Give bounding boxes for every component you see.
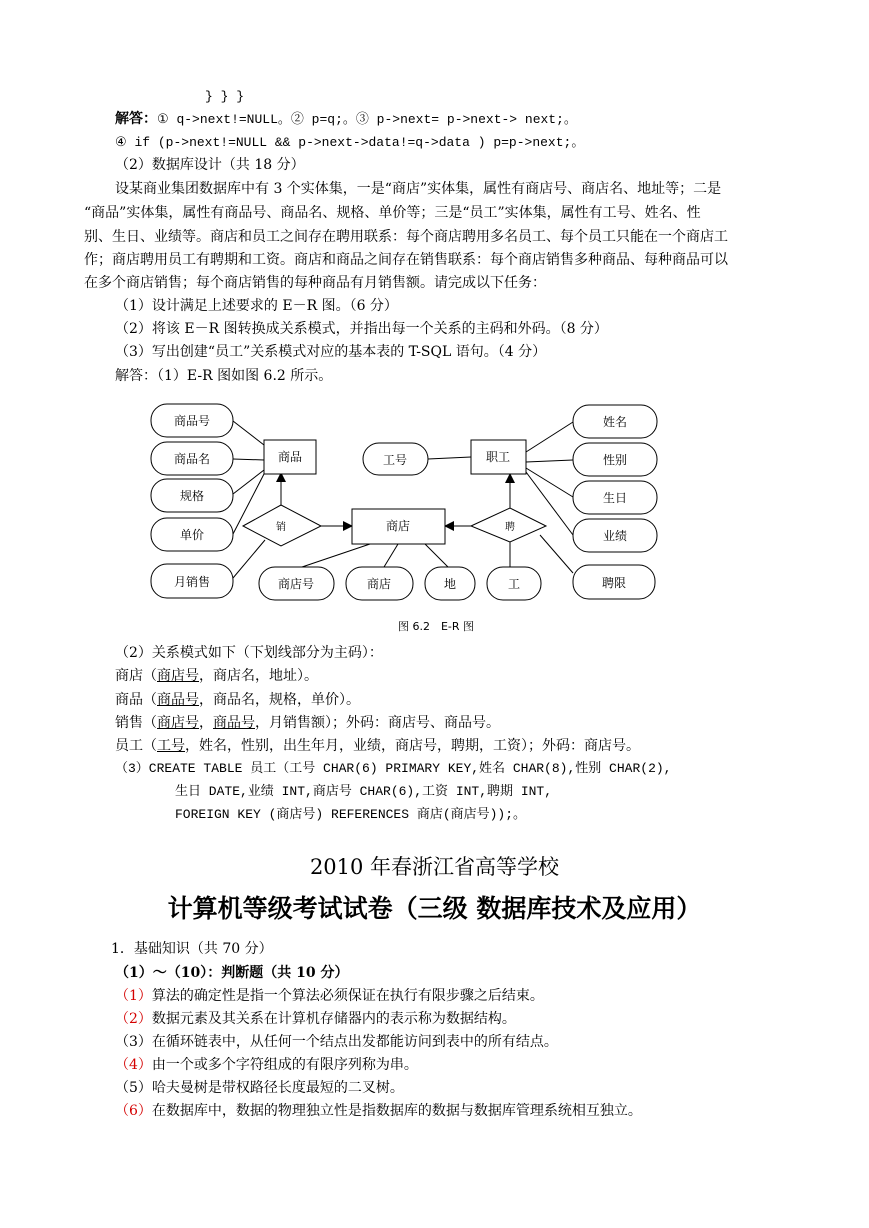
attr-emp-id	[363, 443, 428, 475]
svg-text:商品号: 商品号	[173, 414, 211, 428]
true-false-item	[115, 1079, 404, 1097]
figure-caption: 图 6.2 E-R 图	[397, 620, 475, 633]
attr-store-address	[425, 567, 475, 600]
svg-text:规格: 规格	[179, 489, 205, 503]
svg-text:性别: 性别	[602, 453, 628, 467]
svg-text:姓名: 姓名	[602, 415, 628, 429]
attr-store-name	[346, 567, 413, 600]
item-number: （1）	[115, 988, 152, 1004]
true-false-item	[115, 1102, 642, 1120]
svg-text:工: 工	[507, 577, 521, 591]
attr-goods-price	[151, 518, 233, 551]
answer-intro: 解答：（1）E-R 图如图 6.2 所示。	[115, 368, 333, 384]
svg-text:商店: 商店	[385, 519, 411, 533]
item-text: 哈夫曼树是带权路径长度最短的二叉树。	[151, 1080, 404, 1096]
exam-title-line2: 计算机等级考试试卷（三级 数据库技术及应用）	[167, 894, 702, 923]
svg-text:商品: 商品	[277, 450, 303, 464]
true-false-item	[115, 1010, 516, 1028]
attr-emp-name	[573, 405, 657, 438]
item-number: （6）	[115, 1103, 152, 1119]
relation-hire	[471, 508, 546, 542]
task-3: （3）写出创建“员工”关系模式对应的基本表的 T-SQL 语句。（4 分）	[115, 344, 547, 360]
attr-emp-performance	[573, 519, 657, 552]
item-text: 由一个或多个字符组成的有限序列称为串。	[151, 1057, 418, 1073]
paragraph-line: 在多个商店销售；每个商店销售的每种商品有月销售额。请完成以下任务：	[84, 275, 546, 291]
section-heading: （2）数据库设计（共 18 分）	[115, 157, 305, 173]
task-2: （2）将该 E－R 图转换成关系模式，并指出每一个关系的主码和外码。（8 分）	[115, 321, 608, 337]
answer-line-2: ④ if (p->next!=NULL && p->next->data!=q->data ) p=p->next;。	[115, 135, 585, 150]
primary-key: 商店号	[157, 668, 199, 684]
relation-sell	[243, 505, 321, 546]
svg-text:职工: 职工	[485, 450, 511, 464]
primary-key: 商品号	[157, 692, 199, 708]
attr-emp-birthday	[573, 481, 657, 514]
attr-hire-term	[573, 565, 655, 599]
svg-text:月销售: 月销售	[173, 575, 211, 589]
true-false-heading: （1）～（10）：判断题（共 10 分）	[115, 965, 349, 981]
svg-text:销: 销	[276, 522, 286, 533]
true-false-item	[115, 1056, 418, 1074]
true-false-item	[115, 1033, 558, 1051]
paragraph-line: “商品”实体集，属性有商品号、商品名、规格、单价等；三是“员工”实体集，属性有工号、姓名、性	[84, 205, 701, 221]
schema-sales: 销售（商店号，商品号，月销售额）；外码：商店号、商品号。	[115, 715, 500, 731]
paragraph-line: 作；商店聘用员工有聘期和工资。商店和商品之间存在销售联系：每个商店销售多种商品、每种商品可以	[84, 252, 728, 268]
attr-goods-spec	[151, 479, 233, 512]
sql-line: （3）CREATE TABLE 员工（工号 CHAR(6) PRIMARY KEY,姓名 CHAR(8),性别 CHAR(2),	[115, 761, 672, 776]
svg-text:商店: 商店	[366, 577, 392, 591]
item-number: （5）	[115, 1080, 152, 1096]
answer-text: ① q->next!=NULL。② p=q;。③ p->next= p->next-> next;。	[157, 112, 577, 127]
attr-emp-gender	[573, 443, 657, 476]
item-text: 在数据库中，数据的物理独立性是指数据库的数据与数据库管理系统相互独立。	[151, 1103, 642, 1119]
svg-text:单价: 单价	[179, 528, 205, 542]
svg-text:生日: 生日	[602, 491, 628, 505]
schema-goods: 商品（商品号，商品名，规格，单价）。	[115, 692, 360, 708]
svg-text:聘限: 聘限	[601, 576, 627, 590]
schema-store: 商店（商店号，商店名，地址）。	[115, 668, 318, 684]
svg-text:商品名: 商品名	[173, 452, 211, 466]
svg-text:工号: 工号	[382, 453, 408, 467]
item-text: 在循环链表中，从任何一个结点出发都能访问到表中的所有结点。	[151, 1034, 558, 1050]
entity-employee	[471, 440, 526, 474]
item-number: （4）	[115, 1057, 152, 1073]
paragraph-line: 设某商业集团数据库中有 3 个实体集，一是“商店”实体集，属性有商店号、商店名、地址等；二是	[115, 181, 722, 197]
item-number: （3）	[115, 1034, 152, 1050]
item-text: 算法的确定性是指一个算法必须保证在执行有限步骤之后结束。	[151, 988, 544, 1004]
attr-goods-id	[151, 404, 233, 437]
schema-employee: 员工（工号，姓名，性别，出生年月，业绩，商店号，聘期，工资）；外码：商店号。	[115, 738, 640, 754]
answer-label: 解答：	[115, 111, 157, 127]
attr-monthly-sales	[151, 564, 233, 598]
task-1: （1）设计满足上述要求的 E－R 图。（6 分）	[115, 298, 398, 314]
paragraph-line: 别、生日、业绩等。商店和员工之间存在聘用联系：每个商店聘用多名员工、每个员工只能在一个商店工	[84, 229, 728, 245]
svg-text:地: 地	[443, 577, 457, 591]
svg-text:业绩: 业绩	[602, 529, 628, 543]
code-tail: } } }	[205, 89, 245, 104]
entity-store	[352, 509, 445, 544]
attr-hire-salary	[487, 567, 541, 600]
primary-key: 商店号	[157, 715, 199, 731]
true-false-item	[115, 987, 544, 1005]
part-heading: 1．基础知识（共 70 分）	[111, 941, 273, 957]
sql-line: 生日 DATE,业绩 INT,商店号 CHAR(6),工资 INT,聘期 INT,	[175, 784, 553, 799]
schema-heading: （2）关系模式如下（下划线部分为主码）：	[115, 645, 383, 661]
entity-goods	[264, 440, 316, 474]
primary-key: 商品号	[213, 715, 255, 731]
item-number: （2）	[115, 1011, 152, 1027]
sql-line: FOREIGN KEY (商店号) REFERENCES 商店(商店号));。	[175, 807, 527, 822]
svg-text:商店号: 商店号	[277, 577, 315, 591]
svg-text:聘: 聘	[505, 522, 515, 533]
item-text: 数据元素及其关系在计算机存储器内的表示称为数据结构。	[151, 1011, 516, 1027]
attr-goods-name	[151, 442, 233, 475]
attr-store-id	[259, 567, 334, 600]
exam-title-line1: 2010 年春浙江省高等学校	[309, 855, 560, 879]
primary-key: 工号	[157, 738, 185, 754]
